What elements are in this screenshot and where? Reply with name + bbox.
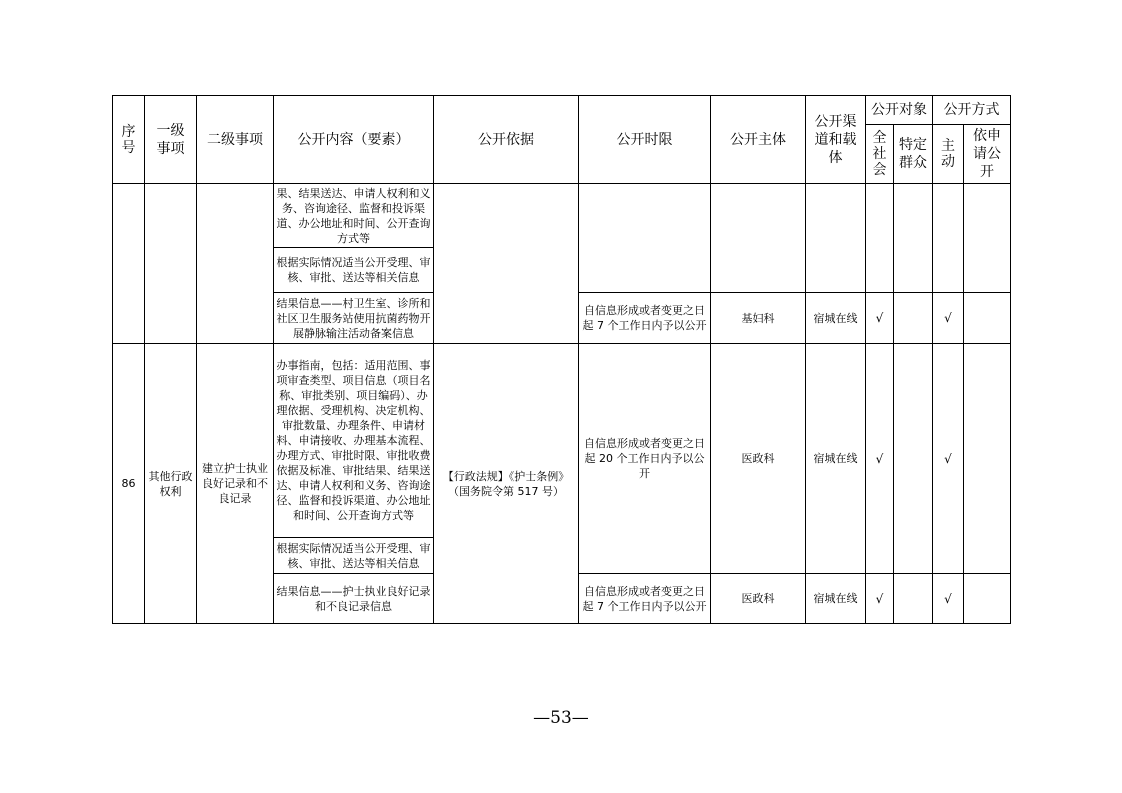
table-cell-subject: 基妇科: [711, 293, 806, 344]
checkmark-target-all: √: [866, 344, 894, 574]
header-method-active: 主动: [933, 125, 964, 184]
table-cell-content: 办事指南，包括：适用范围、事项审查类型、项目信息（项目名称、审批类别、项目编码）、办理依据、受理机构、决定机构、审批数量、办理条件、申请材料、申请接收、办理基本流程、办理方式、审批时限、审批收费依据及标准、审批结果、结果送达、申请人权利和义务、咨询途径、监督和投诉渠道、办公地址和时间、公开查询方式等: [274, 344, 434, 538]
table-cell-content: 结果信息——村卫生室、诊所和社区卫生服务站使用抗菌药物开展静脉输注活动备案信息: [274, 293, 434, 344]
checkmark-method-active: √: [933, 574, 964, 624]
header-target-all: 全社会: [866, 125, 894, 184]
page-number: —53—: [533, 708, 589, 728]
table-cell-level2: [197, 184, 274, 344]
table-cell-channel: 宿城在线: [806, 293, 866, 344]
header-level2: 二级事项: [197, 96, 274, 184]
table-cell-level1: 其他行政权利: [145, 344, 197, 624]
table-cell-time-limit: 自信息形成或者变更之日起 7 个工作日内予以公开: [579, 574, 711, 624]
disclosure-table: [112, 95, 1011, 624]
table-cell-method-apply: [964, 293, 1011, 344]
header-target-specific: 特定群众: [894, 125, 933, 184]
header-method-apply: 依申请公开: [964, 125, 1011, 184]
table-cell-channel: 宿城在线: [806, 344, 866, 574]
table-cell-basis: [434, 184, 579, 344]
header-level1: 一级事项: [145, 96, 197, 184]
header-subject: 公开主体: [711, 96, 806, 184]
table-cell-level2: 建立护士执业良好记录和不良记录: [197, 344, 274, 624]
table-cell-basis: 【行政法规】《护士条例》（国务院令第 517 号）: [434, 344, 579, 624]
table-cell-content: 果、结果送达、申请人权利和义务、咨询途径、监督和投诉渠道、办公地址和时间、公开查询方式等: [274, 184, 434, 248]
checkmark-target-all: √: [866, 574, 894, 624]
checkmark-method-active: √: [933, 293, 964, 344]
table-cell-time-limit: 自信息形成或者变更之日起 7 个工作日内予以公开: [579, 293, 711, 344]
header-channel: 公开渠道和载体: [806, 96, 866, 184]
header-target: 公开对象: [866, 96, 933, 125]
table-cell-level1: [145, 184, 197, 344]
header-method: 公开方式: [933, 96, 1011, 125]
table-cell-seq: [113, 184, 145, 344]
header-basis: 公开依据: [434, 96, 579, 184]
table-cell-channel: 宿城在线: [806, 574, 866, 624]
table-cell-subject: 医政科: [711, 344, 806, 574]
checkmark-method-active: √: [933, 344, 964, 574]
table-cell-time-limit: 自信息形成或者变更之日起 20 个工作日内予以公开: [579, 344, 711, 574]
table-cell-subject: 医政科: [711, 574, 806, 624]
table-cell-content: 根据实际情况适当公开受理、审核、审批、送达等相关信息: [274, 248, 434, 293]
table-cell-content: 结果信息——护士执业良好记录和不良记录信息: [274, 574, 434, 624]
table-cell-time-limit: [579, 184, 711, 293]
header-content: 公开内容（要素）: [274, 96, 434, 184]
header-seq: 序号: [113, 96, 145, 184]
table-cell-target-specific: [894, 293, 933, 344]
header-time-limit: 公开时限: [579, 96, 711, 184]
table-cell-seq: 86: [113, 344, 145, 624]
table-cell-content: 根据实际情况适当公开受理、审核、审批、送达等相关信息: [274, 538, 434, 574]
checkmark-target-all: √: [866, 293, 894, 344]
